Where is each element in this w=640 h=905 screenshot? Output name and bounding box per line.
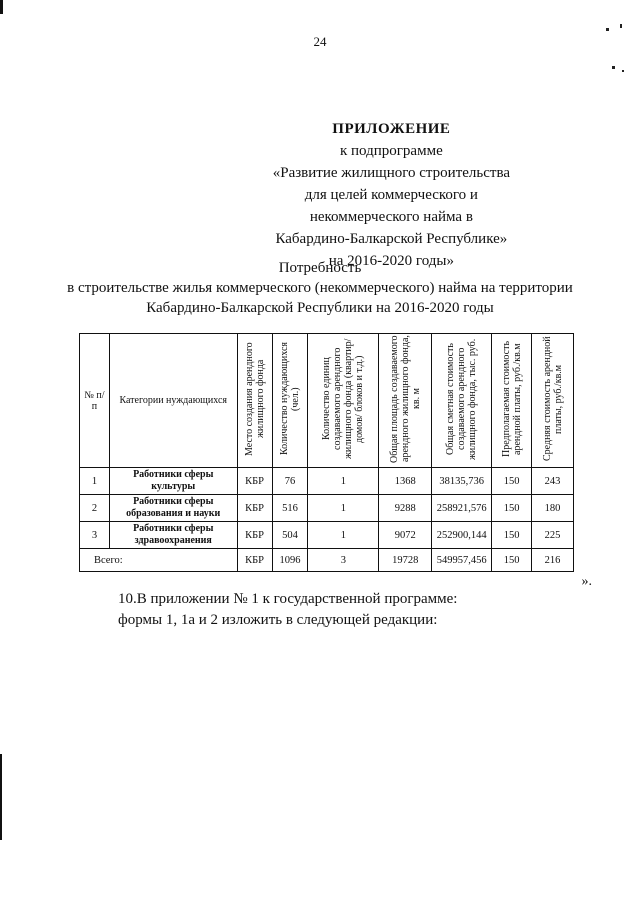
cell-planned-rent: 150 — [492, 549, 532, 572]
table-row — [80, 468, 574, 495]
cell-category: Работники сферы здравоохранения — [109, 522, 237, 549]
header-num: № п/п — [80, 334, 110, 468]
header-count — [272, 334, 308, 468]
cell-units: 3 — [308, 549, 379, 572]
header-count-text: Количество нуждающихся (чел.) — [278, 342, 301, 456]
cell-place: КБР — [237, 522, 272, 549]
header-category: Категории нуждающихся — [109, 334, 237, 468]
cell-count: 516 — [272, 495, 308, 522]
header-place — [237, 334, 272, 468]
cell-avg-rent: 225 — [532, 522, 574, 549]
cell-avg-rent: 216 — [532, 549, 574, 572]
table-title-line: Кабардино-Балкарской Республики на 2016-2020 годы — [146, 300, 494, 316]
cell-num: 1 — [80, 468, 110, 495]
header-avg-rent-text: Средняя стоимость арендной платы, руб./кв.м — [541, 336, 564, 462]
appendix-line: к подпрограмме — [339, 143, 443, 159]
cell-units: 1 — [308, 468, 379, 495]
paragraph-line: формы 1, 1а и 2 изложить в следующей редакции: — [118, 612, 438, 628]
cell-place: КБР — [237, 549, 272, 572]
scan-speck — [612, 66, 615, 69]
cell-avg-rent: 180 — [532, 495, 574, 522]
scan-mark — [0, 0, 3, 14]
cell-cost: 258921,576 — [432, 495, 492, 522]
cell-units: 1 — [308, 522, 379, 549]
cell-cost: 549957,456 — [432, 549, 492, 572]
scan-speck — [606, 28, 609, 31]
cell-area: 9072 — [379, 522, 432, 549]
appendix-line: на 2016-2020 годы» — [328, 253, 454, 269]
header-cost — [432, 334, 492, 468]
header-planned-rent — [492, 334, 532, 468]
cell-place: КБР — [237, 468, 272, 495]
header-place-text: Место создания арендного жилищного фонда — [243, 342, 266, 456]
appendix-line: Кабардино-Балкарской Республике» — [275, 231, 508, 247]
cell-planned-rent: 150 — [492, 468, 532, 495]
header-area — [379, 334, 432, 468]
header-units — [308, 334, 379, 468]
table-row — [80, 495, 574, 522]
cell-total-label: Всего: — [80, 549, 238, 572]
cell-planned-rent: 150 — [492, 495, 532, 522]
header-cost-text: Общая сметная стоимость создаваемого арендного жилищного фонда, тыс. руб. — [445, 338, 479, 460]
appendix-line: некоммерческого найма в — [309, 209, 473, 225]
appendix-block — [273, 118, 510, 272]
cell-area: 9288 — [379, 495, 432, 522]
cell-count: 1096 — [272, 549, 308, 572]
paragraph-line: 10.В приложении № 1 к государственной программе: — [118, 591, 458, 607]
cell-num: 2 — [80, 495, 110, 522]
cell-count: 504 — [272, 522, 308, 549]
amendment-paragraph — [118, 589, 457, 631]
cell-avg-rent: 243 — [532, 468, 574, 495]
page-number: 24 — [313, 34, 327, 49]
header-avg-rent — [532, 334, 574, 468]
cell-count: 76 — [272, 468, 308, 495]
cell-area: 19728 — [379, 549, 432, 572]
header-area-text: Общая площадь создаваемого арендного жилищного фонда, кв. м — [388, 335, 422, 463]
cell-units: 1 — [308, 495, 379, 522]
cell-cost: 252900,144 — [432, 522, 492, 549]
cell-planned-rent: 150 — [492, 522, 532, 549]
cell-cost: 38135,736 — [432, 468, 492, 495]
cell-area: 1368 — [379, 468, 432, 495]
cell-category: Работники сферы культуры — [109, 468, 237, 495]
cell-category: Работники сферы образования и науки — [109, 495, 237, 522]
scan-speck — [620, 24, 622, 28]
appendix-heading: ПРИЛОЖЕНИЕ — [332, 121, 451, 137]
header-planned-rent-text: Предполагаемая стоимость арендной платы, руб./кв.м — [500, 341, 523, 458]
scan-speck — [622, 70, 624, 72]
cell-num: 3 — [80, 522, 110, 549]
table-title-line: в строительстве жилья коммерческого (некоммерческого) найма на территории — [67, 280, 573, 296]
closing-quote: ». — [581, 574, 592, 589]
scan-mark — [0, 754, 2, 840]
table-title — [0, 258, 640, 318]
table-total-row — [80, 549, 574, 572]
header-units-text: Количество единиц создаваемого арендного жилищного фонда (квартир/домов/ блоков и т.д.) — [321, 338, 366, 460]
needs-table — [79, 333, 574, 572]
table-title-line: Потребность — [278, 260, 362, 276]
table-header-row — [80, 334, 574, 468]
cell-place: КБР — [237, 495, 272, 522]
appendix-line: «Развитие жилищного строительства — [272, 165, 510, 181]
appendix-line: для целей коммерческого и — [304, 187, 478, 203]
table-row — [80, 522, 574, 549]
